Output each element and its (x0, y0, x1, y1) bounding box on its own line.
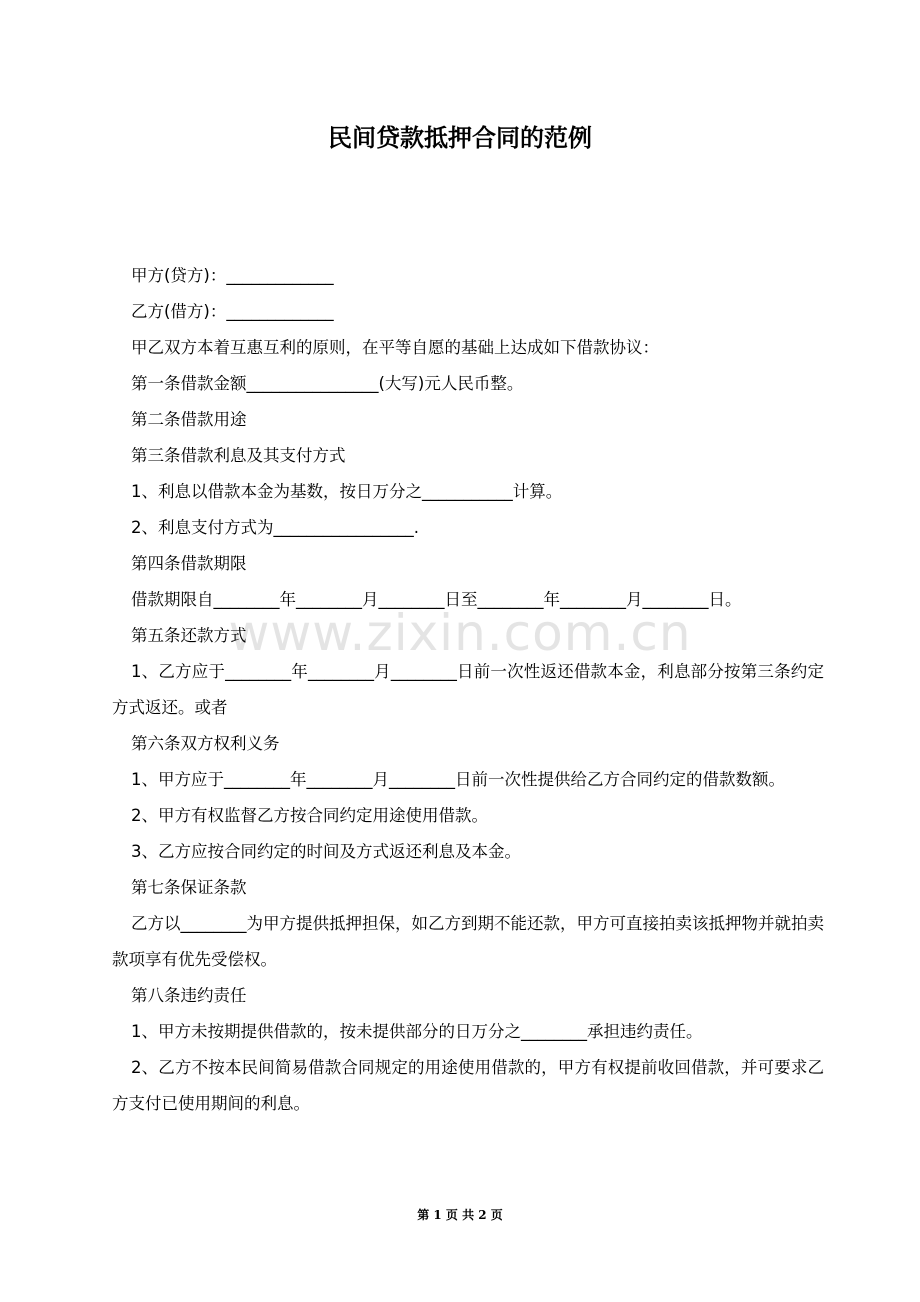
article-2-heading: 第二条借款用途 (131, 410, 247, 429)
article-6-clause-1: 1、甲方应于________年________月________日前一次性提供给乙方合同约定的借款数额。 (131, 770, 785, 789)
article-4-term: 借款期限自________年________月________日至________年________月________日。 (131, 590, 742, 609)
article-3-heading: 第三条借款利息及其支付方式 (131, 446, 346, 465)
article-4-heading: 第四条借款期限 (131, 554, 247, 573)
preamble: 甲乙双方本着互惠互利的原则，在平等自愿的基础上达成如下借款协议： (131, 338, 659, 357)
article-5-heading: 第五条还款方式 (131, 626, 247, 645)
document-title: 民间贷款抵押合同的范例 (328, 124, 592, 152)
article-8-clause-2: 2、乙方不按本民间简易借款合同规定的用途使用借款的，甲方有权提前收回借款，并可要求乙方支付已使用期间的利息。 (112, 1058, 824, 1113)
article-6-clause-3: 3、乙方应按合同约定的时间及方式返还利息及本金。 (131, 842, 521, 861)
article-6-heading: 第六条双方权利义务 (131, 734, 280, 753)
party-b-line: 乙方(借方)：_____________ (131, 302, 334, 321)
article-5-clause-1: 1、乙方应于________年________月________日前一次性返还借款本金，利息部分按第三条约定方式返还。或者 (112, 662, 824, 717)
document-body (112, 258, 824, 1122)
article-7-clause: 乙方以________为甲方提供抵押担保，如乙方到期不能还款，甲方可直接拍卖该抵押物并就拍卖款项享有优先受偿权。 (112, 914, 824, 969)
article-3-clause-2: 2、利息支付方式为_________________. (131, 518, 419, 537)
article-8-clause-1: 1、甲方未按期提供借款的，按未提供部分的日万分之________承担违约责任。 (131, 1022, 703, 1041)
article-7-heading: 第七条保证条款 (131, 878, 247, 897)
article-3-clause-1: 1、利息以借款本金为基数，按日万分之___________计算。 (131, 482, 563, 501)
article-6-clause-2: 2、甲方有权监督乙方按合同约定用途使用借款。 (131, 806, 488, 825)
page-footer: 第 1 页 共 2 页 (417, 1208, 503, 1222)
article-1-amount: 第一条借款金额________________(大写)元人民币整。 (131, 374, 524, 393)
party-a-line: 甲方(贷方)：_____________ (131, 266, 334, 285)
watermark: www.zixin.com.cn (228, 604, 692, 662)
article-8-heading: 第八条违约责任 (131, 986, 247, 1005)
